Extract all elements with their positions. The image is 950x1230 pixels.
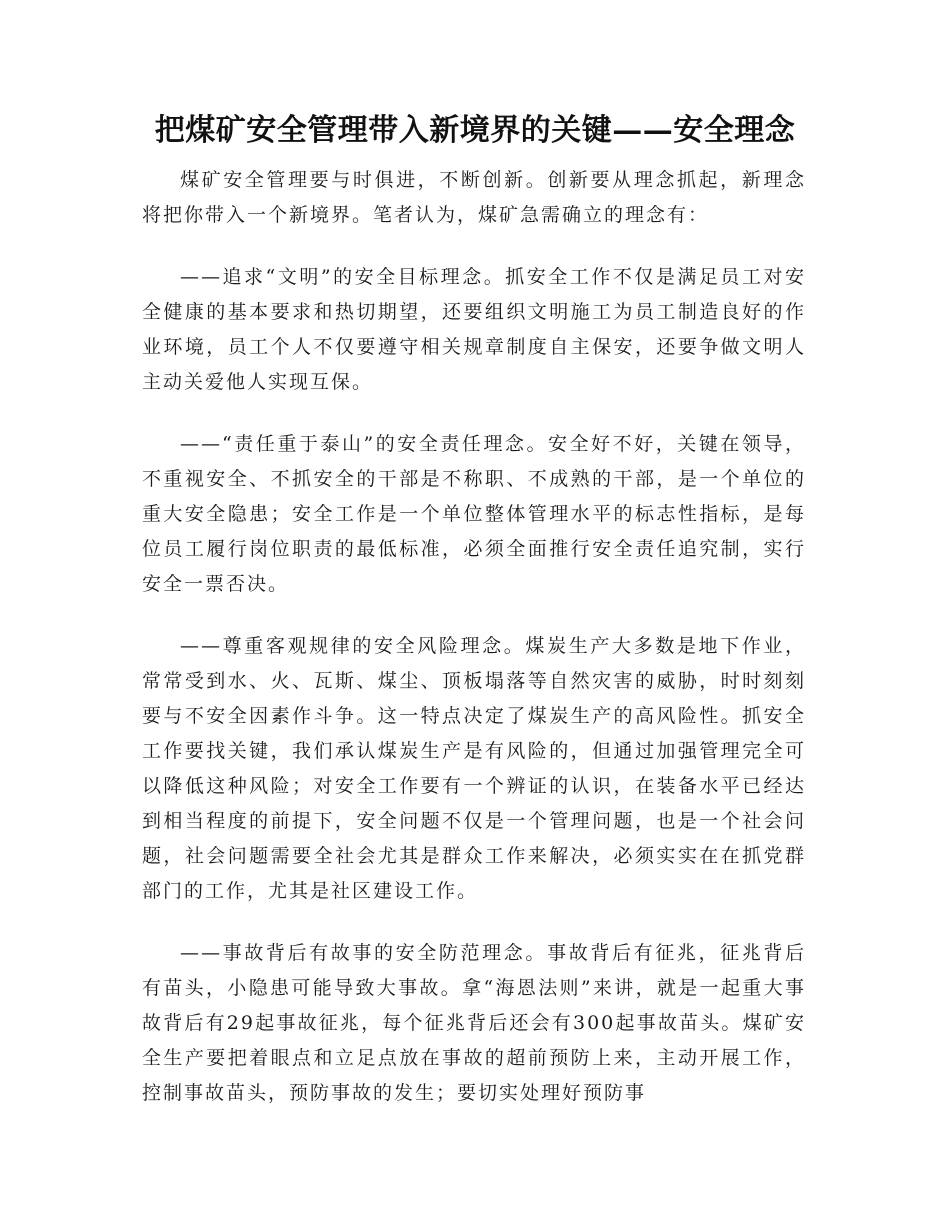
document-title: 把煤矿安全管理带入新境界的关键——安全理念 [154,113,796,148]
paragraph-prevention-concept: ——事故背后有故事的安全防范理念。事故背后有征兆，征兆背后有苗头，小隐患可能导致大事故。拿“海恩法则”来讲，就是一起重大事故背后有29起事故征兆，每个征兆背后还会有300起事故苗头。煤矿安全生产要把着眼点和立足点放在事故的超前预防上来，主动开展工作，控制事故苗头，预防事故的发生；要切实处理好预防事 [142,942,806,1104]
paragraph-responsibility-concept: ——“责任重于泰山”的安全责任理念。安全好不好，关键在领导，不重视安全、不抓安全的干部是不称职、不成熟的干部，是一个单位的重大安全隐患；安全工作是一个单位整体管理水平的标志性指标，是每位员工履行岗位职责的最低标准，必须全面推行安全责任追究制，实行安全一票否决。 [142,433,806,595]
paragraph-intro: 煤矿安全管理要与时俱进，不断创新。创新要从理念抓起，新理念将把你带入一个新境界。笔者认为，煤矿急需确立的理念有： [142,169,806,226]
paragraph-risk-concept: ——尊重客观规律的安全风险理念。煤炭生产大多数是地下作业，常常受到水、火、瓦斯、煤尘、顶板塌落等自然灾害的威胁，时时刻刻要与不安全因素作斗争。这一特点决定了煤炭生产的高风险性。抓安全工作要找关键，我们承认煤炭生产是有风险的，但通过加强管理完全可以降低这种风险；对安全工作要有一个辨证的认识，在装备水平已经达到相当程度的前提下，安全问题不仅是一个管理问题，也是一个社会问题，社会问题需要全社会尤其是群众工作来解决，必须实实在在抓党群部门的工作，尤其是社区建设工作。 [142,635,806,902]
document-body [142,163,806,1138]
paragraph-civilization-concept: ——追求“文明”的安全目标理念。抓安全工作不仅是满足员工对安全健康的基本要求和热切期望，还要组织文明施工为员工制造良好的作业环境，员工个人不仅要遵守相关规章制度自主保安，还要争做文明人主动关爱他人实现互保。 [142,266,806,393]
